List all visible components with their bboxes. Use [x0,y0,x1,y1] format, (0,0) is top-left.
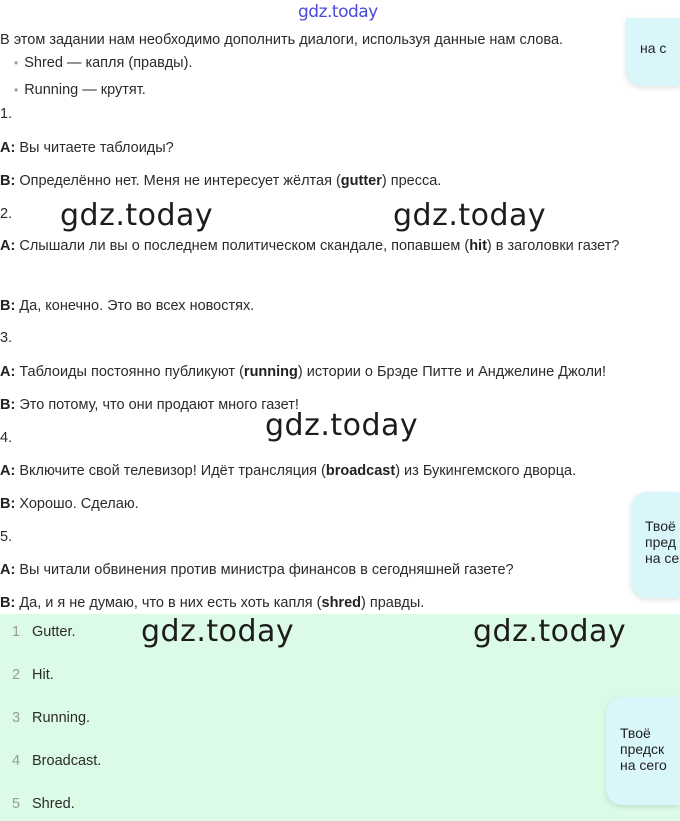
vocab-item: • Running — крутят. [14,82,146,98]
answer-item: 4 Broadcast. [12,753,102,769]
dialog-line-a: A: Вы читали обвинения против министра финансов в сегодняшней газете? [0,562,514,578]
dialog-number: 1. [0,106,13,122]
watermark: gdz.today [265,408,419,443]
dialog-line-b: B: Хорошо. Сделаю. [0,496,139,512]
dialog-line-a: A: Вы читаете таблоиды? [0,140,174,156]
bubble-text: предск [620,741,665,757]
promo-bubble[interactable] [631,492,680,598]
watermark: gdz.today [393,198,547,233]
dialog-line-a: A: Включите свой телевизор! Идёт трансляция (broadcast) из Букингемского дворца. [0,463,577,479]
dialog-line-b: B: Да, и я не думаю, что в них есть хоть капля (shred) правды. [0,595,425,611]
header-watermark: gdz.today [298,2,378,22]
bubble-text: пред [645,534,677,550]
vocab-item: • Shred — капля (правды). [14,55,193,71]
bubble-text: на с [640,40,667,56]
dialog-line-b: B: Определённо нет. Меня не интересует жёлтая (gutter) пресса. [0,173,442,189]
bubble-text: Твоё [645,518,676,534]
answer-item: 1 Gutter. [12,624,76,640]
dialog-line-b: B: Это потому, что они продают много газет! [0,397,299,413]
dialog-number: 2. [0,206,13,222]
intro-text: В этом задании нам необходимо дополнить диалоги, используя данные нам слова. [0,32,564,48]
answer-item: 2 Hit. [12,667,54,683]
dialog-line-b: B: Да, конечно. Это во всех новостях. [0,298,255,314]
watermark: gdz.today [141,614,295,649]
bubble-text: на се [645,550,680,566]
promo-bubble[interactable] [626,18,680,86]
answer-item: 3 Running. [12,710,91,726]
watermark: gdz.today [473,614,627,649]
promo-bubble[interactable] [606,697,680,805]
dialog-number: 3. [0,330,13,346]
dialog-line-a: A: Таблоиды постоянно публикуют (running) истории о Брэде Питте и Анджелине Джоли! [0,364,607,380]
dialog-number: 4. [0,430,13,446]
dialog-number: 5. [0,529,13,545]
watermark: gdz.today [60,198,214,233]
bubble-text: Твоё [620,725,651,741]
dialog-line-a: A: Слышали ли вы о последнем политическом скандале, попавшем (hit) в заголовки газет? [0,238,620,254]
answer-item: 5 Shred. [12,796,75,812]
bubble-text: на сего [620,757,667,773]
